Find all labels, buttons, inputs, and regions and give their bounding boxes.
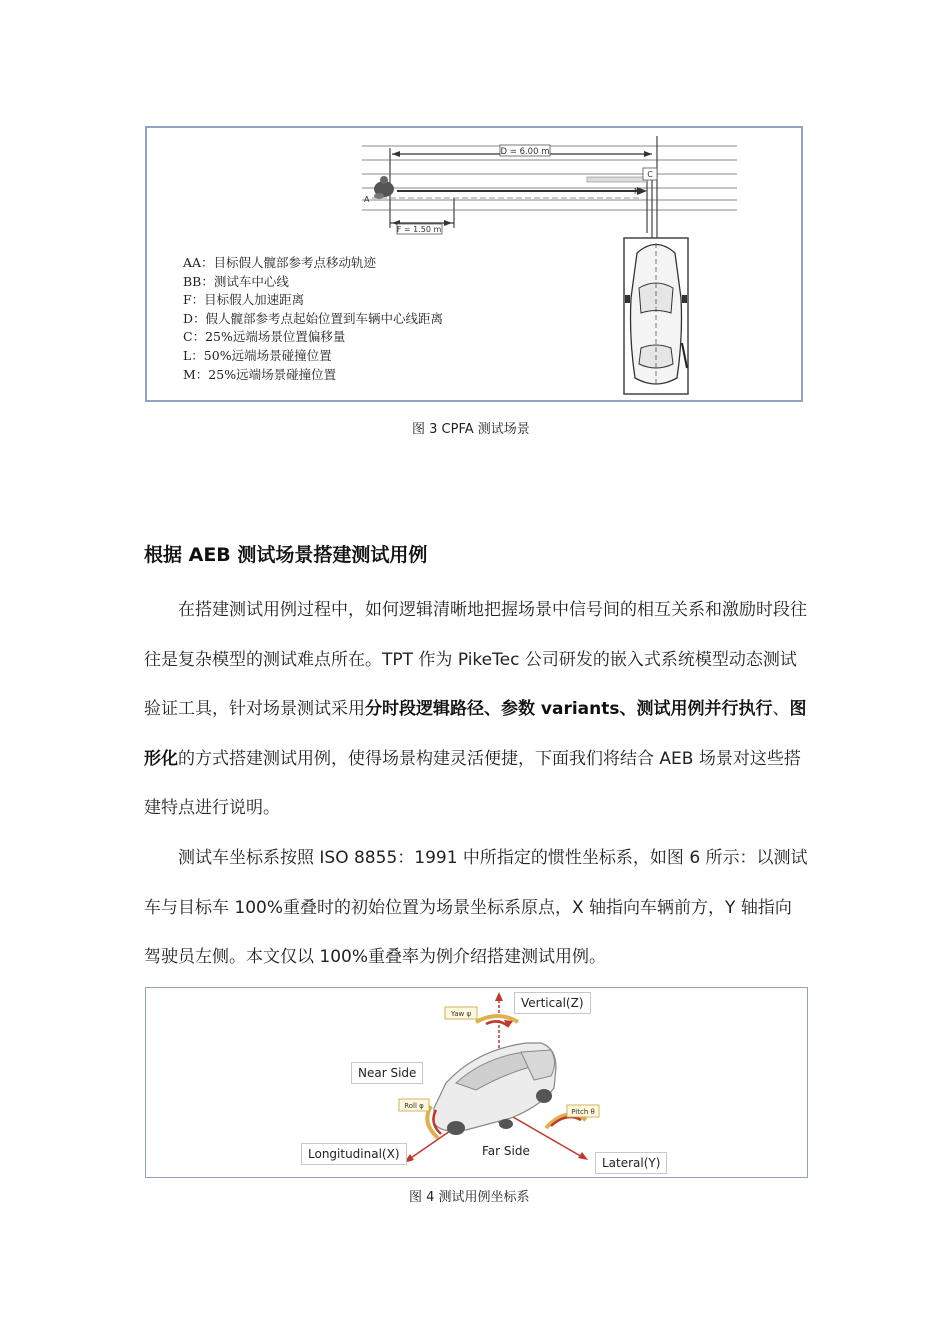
roll-label: Roll φ — [404, 1102, 424, 1110]
legend-item: BB：测试车中心线 — [183, 273, 289, 289]
mark-c: C — [647, 170, 653, 179]
bold-sep-2: 、 — [619, 699, 637, 720]
bold-term-3: 测试用例并行执行 — [636, 699, 773, 720]
sep-3: 、 — [772, 699, 790, 720]
dim-d-label: D = 6.00 m — [500, 147, 550, 157]
lateral-axis-label: Lateral(Y) — [595, 1152, 667, 1174]
section-heading: 根据 AEB 测试场景搭建测试用例 — [144, 544, 428, 566]
far-side-label: Far Side — [476, 1141, 536, 1161]
figure3-caption: 图 3 CPFA 测试场景 — [412, 422, 530, 437]
legend-item: C：25%远端场景位置偏移量 — [183, 329, 346, 345]
pitch-label: Pitch θ — [571, 1108, 595, 1116]
figure-cpfa-scenario — [145, 126, 803, 402]
legend-item: AA：目标假人髋部参考点移动轨迹 — [183, 255, 377, 270]
paragraph-1 — [144, 586, 808, 834]
dim-f-label: F = 1.50 m — [396, 225, 442, 234]
figure4-caption: 图 4 测试用例坐标系 — [409, 1190, 530, 1205]
paragraph-2: 测试车坐标系按照 ISO 8855：1991 中所指定的惯性坐标系，如图 6 所示：以测试车与目标车 100%重叠时的初始位置为场景坐标系原点，X 轴指向车辆前方，Y 轴指向驾驶员左侧。本文仅以 100%重叠率为例介绍搭建测试用例。 — [144, 848, 808, 968]
bold-term-1: 分时段逻辑路径 — [365, 699, 484, 720]
mark-m: M — [634, 187, 641, 196]
figure3-legend — [183, 254, 443, 384]
legend-item: F：目标假人加速距离 — [183, 292, 305, 308]
legend-item: M：25%远端场景碰撞位置 — [183, 366, 337, 382]
vehicle-illustration — [434, 1043, 556, 1135]
paragraph-1-text: 在搭建测试用例过程中，如何逻辑清晰地把握场景中信号间的相互关系和激励时段往往是复杂模型的测试难点所在。TPT 作为 PikeTec 公司研发的嵌入式系统模型动态测试验证工具，针对场景测试采用 — [144, 600, 807, 720]
vertical-axis-label: Vertical(Z) — [514, 992, 591, 1014]
bold-term-4: 图形化 — [144, 699, 807, 769]
longitudinal-axis-label: Longitudinal(X) — [301, 1143, 407, 1165]
paragraph-1-tail: 的方式搭建测试用例，使得场景构建灵活便捷，下面我们将结合 AEB 场景对这些搭建特点进行说明。 — [144, 748, 801, 819]
legend-item: L：50%远端场景碰撞位置 — [183, 347, 332, 363]
mark-a: A — [364, 195, 370, 204]
near-side-label: Near Side — [351, 1062, 423, 1084]
yaw-label: Yaw ψ — [450, 1010, 472, 1018]
legend-item: D：假人髋部参考点起始位置到车辆中心线距离 — [183, 310, 444, 326]
bold-sep-1: 、 — [484, 699, 501, 720]
bold-term-2: 参数 variants — [501, 699, 620, 720]
figure-coordinate-system — [145, 987, 808, 1178]
pedestrian-target — [374, 176, 394, 199]
